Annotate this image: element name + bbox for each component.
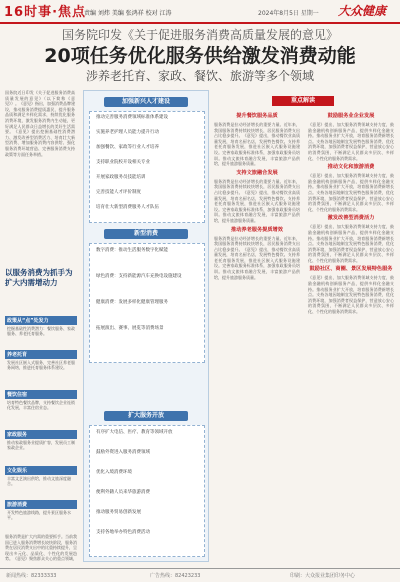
left-panel-title: 养老托育 [5,350,77,359]
left-panel-title: 政策从“点”处发力 [5,316,77,325]
analysis-text: 服务消费是拉动经济增长的重要力量。近年来，我国服务消费持续较快增长，居民服务消费支出占比稳步提升。《意见》提出，推动餐饮业高质量发展，培育名厨名店，发展特色餐饮。支持养老托育服务发展，推进社区嵌入式服务设施建设。完善家政服务标准体系，加强家政服务员培训。推动文旅体育融合发展，丰富旅游产品供给，提升旅游服务质量。 [214,122,300,167]
panel-title-talent: 加强新兴人才建设 [104,97,188,107]
newspaper-brand: 大众健康 [338,4,387,18]
open-line: 有序扩大电信、医疗、教育等领域开放 [96,430,173,435]
left-panel-text: 丰富文艺演出供给，推动文旅深度融合。 [7,476,71,486]
talent-line: 培育壮大新型消费服务人才队伍 [96,205,159,210]
analysis-text: 服务消费是拉动经济增长的重要力量。近年来，我国服务消费持续较快增长，居民服务消费支出占比稳步提升。《意见》提出，推动餐饮业高质量发展，培育名厨名店，发展特色餐饮。支持养老托育服务发展，推进社区嵌入式服务设施建设。完善家政服务标准体系，加强家政服务员培训。推动文旅体育融合发展，丰富旅游产品供给，提升旅游服务质量。 [214,235,300,280]
analysis-text: 《意见》提出，加大服务消费领域支持力度，鼓励金融机构创新服务产品，提供多样化金融支持。推动服务业扩大开放，培育服务消费新增长点。支持各地因地制宜发展特色服务消费，优化消费环境，加强消费者权益保护，营造放心安心的消费氛围，不断满足人民群众多层次、多样化、个性化的服务消费需求。 [308,275,394,315]
talent-line: 实施养老护理人员能力提升行动 [96,130,159,135]
left-panel-5 [5,500,77,521]
article-column-2: 服务消费是扩大内需的重要抓手。当前我国已进入服务消费增长较快阶段，服务消费在居民消费支出中的比重持续提升，呈现出多元化、品质化、个性化的发展趋势。《意见》聚焦群众关心的重点领域， [5,534,77,562]
analysis-text: 《意见》提出，加大服务消费领域支持力度，鼓励金融机构创新服务产品，提供多样化金融支持。推动服务业扩大开放，培育服务消费新增长点。支持各地因地制宜发展特色服务消费，优化消费环境，加强消费者权益保护，营造放心安心的消费氛围，不断满足人民群众多层次、多样化、个性化的服务消费需求。 [308,224,394,263]
analysis-column-a [214,110,300,558]
left-panel-title: 文化娱乐 [5,466,77,475]
left-panel-text: 推动家政服务业提质扩容，发展员工制家政企业。 [7,440,75,450]
analysis-heading: 激发改善型消费活力 [327,215,375,222]
headline-sub: 涉养老托育、家政、餐饮、旅游等多个领域 [85,69,314,83]
consumption-line: 拓展演出、赛事、展览等消费场景 [96,326,164,331]
left-panel-2 [5,390,77,411]
talent-line: 完善技能人才评价制度 [96,190,141,195]
left-panel-title: 餐饮住宿 [5,390,77,399]
analysis-heading: 支持文旅融合发展 [236,169,278,176]
open-line: 优化入境消费环境 [96,470,132,475]
left-panel-4 [5,466,77,487]
left-panel-3 [5,430,77,451]
footer-printer: 印刷：大众报业集团印务中心 [290,573,356,579]
analysis-column-b [308,110,394,558]
section-title: 16时事·焦点 [4,5,87,20]
page-header [0,0,400,24]
footer-news-hotline: 新闻热线：82333333 [6,573,57,579]
left-panel-1 [5,350,77,371]
article-column-1: 国务院近日印发《关于促进服务消费高质量发展的意见》（以下简称《意见》）。《意见》指出，加强消费品牌建设，推动服务消费提质惠民，提升服务品质和满足多样化需求，持续优化服务消费环境，激发服务消费内生动能，更好满足人民群众日益增长的美好生活需要。《意见》提出挖掘基础性消费潜力、激发改善型消费活力、培育壮大新型消费、增加服务消费内容供给、强化服务消费环境营造、完善服务消费支持政策等方面任务举措。 [5,90,75,157]
talent-line: 开展家政服务员技能培训 [96,175,146,180]
analysis-tag: 重点解读 [272,96,334,106]
panel-title-new-consumption: 新型消费 [104,229,188,239]
open-box [89,425,205,557]
left-panel-text: 开发特色旅游线路，提升景区服务水平。 [7,510,71,520]
issue-date: 2024年8月5日 星期一 [258,10,319,17]
open-line: 鼓励外资进入服务消费领域 [96,450,150,455]
panel-title-open: 扩大服务开放 [104,411,188,421]
analysis-heading: 推动养老服务提质增效 [231,226,283,233]
headline-main: 20项任务优化服务供给激发消费动能 [44,45,356,67]
talent-line: 支持职业院校开设相关专业 [96,160,150,165]
editor-credits: 责编 刘炜 美编 张鸿祥 校对 江涛 [84,10,172,17]
analysis-heading: 推动文化和旅游消费 [327,164,375,171]
analysis-heading: 鼓励社区、商圈、景区发展特色服务 [309,266,393,273]
talent-box [89,111,205,223]
left-panel-title: 旅游消费 [5,500,77,509]
consumption-line: 健康消费：发展多样化健康管理服务 [96,300,168,305]
analysis-heading: 提升餐饮服务品质 [236,113,278,119]
lead-title: 以服务消费为抓手为扩大内需增动力 [5,268,73,287]
page-footer [0,568,400,582]
analysis-text: 《意见》提出，加大服务消费领域支持力度，鼓励金融机构创新服务产品，提供多样化金融支持。推动服务业扩大开放，培育服务消费新增长点。支持各地因地制宜发展特色服务消费，优化消费环境，加强消费者权益保护，营造放心安心的消费氛围，不断满足人民群众多层次、多样化、个性化的服务消费需求。 [308,122,394,161]
headline-kicker: 国务院印发《关于促进服务消费高质量发展的意见》 [61,28,338,42]
analysis-text: 服务消费是拉动经济增长的重要力量。近年来，我国服务消费持续较快增长，居民服务消费支出占比稳步提升。《意见》提出，推动餐饮业高质量发展，培育名厨名店，发展特色餐饮。支持养老托育服务发展，推进社区嵌入式服务设施建设。完善家政服务标准体系，加强家政服务员培训。推动文旅体育融合发展，丰富旅游产品供给，提升旅游服务质量。 [214,178,300,223]
left-panel-title: 家政服务 [5,430,77,439]
left-panel-text: 挖掘基础性消费潜力：餐饮服务、家政服务、养老托育服务。 [7,326,75,336]
open-line: 支持各地举办特色消费活动 [96,530,150,535]
consumption-line: 绿色消费：支持新能源汽车充换电设施建设 [96,274,182,279]
left-panel-text: 发展社区嵌入式服务，完善社区养老服务网络，推进托育服务体系建设。 [7,360,75,370]
left-panel-0 [5,316,77,337]
open-line: 便利外籍人员来华旅游消费 [96,490,150,495]
policy-panel [83,90,209,562]
analysis-heading: 鼓励服务业企业发展 [327,113,375,119]
left-panel-text: 培育特色餐饮品牌，支持餐饮企业连锁化发展，丰富住宿业态。 [7,400,75,410]
new-consumption-box [89,243,205,363]
footer-ad-hotline: 广告热线：82423233 [150,573,201,579]
analysis-section [214,96,396,560]
talent-line: 推动完善服务消费领域标准体系建设 [96,115,168,120]
consumption-line: 数字消费：推动生活服务数字化赋能 [96,248,168,253]
talent-line: 加强餐饮、家政等行业人才培养 [96,145,159,150]
analysis-text: 《意见》提出，加大服务消费领域支持力度，鼓励金融机构创新服务产品，提供多样化金融支持。推动服务业扩大开放，培育服务消费新增长点。支持各地因地制宜发展特色服务消费，优化消费环境，加强消费者权益保护，营造放心安心的消费氛围，不断满足人民群众多层次、多样化、个性化的服务消费需求。 [308,173,394,212]
open-line: 推动服务贸易创新发展 [96,510,141,515]
